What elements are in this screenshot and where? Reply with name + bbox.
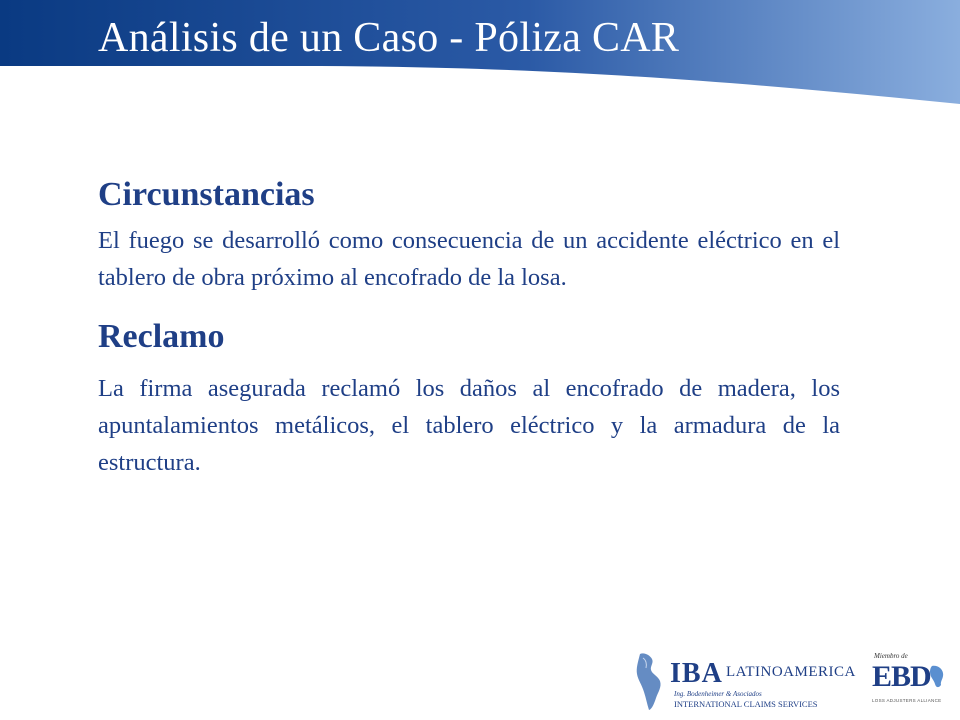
iba-logo-region: LATINOAMERICA bbox=[726, 664, 856, 680]
iba-logo-sub: Ing. Bodenheimer & Asociados bbox=[674, 690, 762, 698]
section-heading-reclamo: Reclamo bbox=[98, 318, 225, 355]
iba-logo-main: IBA bbox=[670, 658, 723, 689]
iba-logo-services: INTERNATIONAL CLAIMS SERVICES bbox=[674, 699, 818, 709]
iba-latinoamerica-logo bbox=[634, 650, 866, 714]
ebd-logo-main: EBD bbox=[872, 660, 931, 693]
ebd-member-label: Miembro de bbox=[874, 652, 908, 660]
section-body-circunstancias: El fuego se desarrolló como consecuencia de un accidente eléctrico en el tablero de obra próximo al encofrado de la losa. bbox=[98, 227, 840, 291]
section-body-reclamo: La firma asegurada reclamó los daños al encofrado de madera, los apuntalamientos metálicos, el tablero eléctrico y la armadura de la estructura. bbox=[98, 375, 840, 476]
ebd-logo-alliance: LOSS ADJUSTERS ALLIANCE bbox=[872, 698, 942, 703]
globe-icon bbox=[928, 664, 948, 690]
footer-logos bbox=[634, 650, 952, 714]
americas-map-icon bbox=[634, 652, 672, 712]
slide-content bbox=[98, 172, 840, 481]
ebd-logo bbox=[872, 652, 952, 712]
section-heading-circunstancias: Circunstancias bbox=[98, 176, 315, 213]
slide-title: Análisis de un Caso - Póliza CAR bbox=[98, 15, 680, 61]
